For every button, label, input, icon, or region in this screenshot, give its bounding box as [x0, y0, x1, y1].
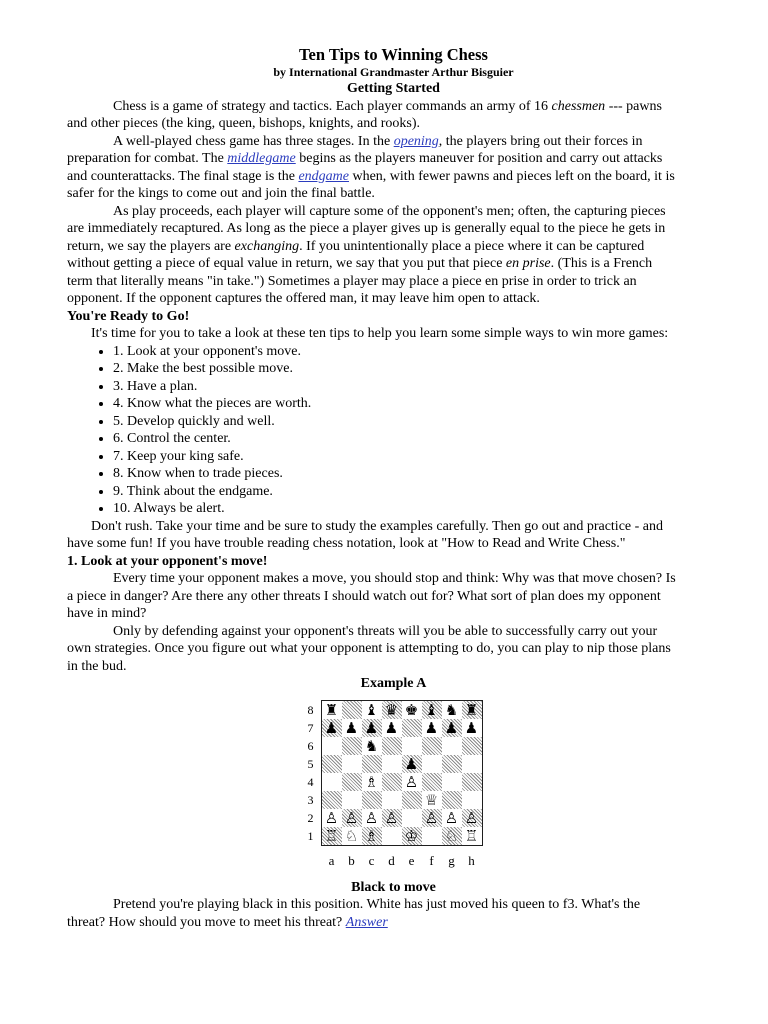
- black-bishop-piece: ♝: [424, 700, 439, 719]
- text-run: begins as the players maneuver for position and carry out attacks: [295, 151, 663, 166]
- tip-item: • 10. Always be alert.: [113, 500, 720, 518]
- section-heading-ready: You're Ready to Go!: [67, 308, 190, 324]
- black-knight-piece: ♞: [364, 736, 379, 755]
- paragraph-line: [67, 325, 720, 343]
- square-f7: [422, 719, 442, 737]
- square-f8: [422, 701, 442, 719]
- text-run: term that literally means "in take.") Sometimes a player may place a piece en prise in order to trick an: [67, 273, 637, 289]
- text-run: , the players bring out their forces in: [438, 133, 643, 149]
- square-g3: [442, 791, 462, 809]
- paragraph-line: [67, 185, 720, 203]
- tip-item: • 2. Make the best possible move.: [113, 360, 720, 378]
- square-f5: [422, 755, 442, 773]
- square-c1: [362, 827, 382, 845]
- tip-item: • 3. Have a plan.: [113, 378, 720, 396]
- paragraph-line: [67, 535, 720, 553]
- paragraph-line: [67, 133, 720, 151]
- section-heading-tip-1: 1. Look at your opponent's move!: [67, 553, 268, 569]
- paragraph-defending: [67, 623, 720, 676]
- text-run: Every time your opponent makes a move, you should stop and think: Why was that move chosen? Is: [113, 571, 676, 586]
- tip-item: • 5. Develop quickly and well.: [113, 413, 720, 431]
- square-a6: [322, 737, 342, 755]
- paragraph-three-stages: [67, 133, 720, 203]
- square-b6: [342, 737, 362, 755]
- square-h2: [462, 809, 482, 827]
- paragraph-line: [67, 255, 720, 273]
- paragraph-line: [67, 623, 720, 641]
- paragraph-line: [67, 290, 720, 308]
- italic-term: exchanging: [234, 238, 300, 254]
- square-c2: [362, 809, 382, 827]
- text-run: A well-played chess game has three stages. In the: [113, 133, 394, 149]
- paragraph-example-question: [67, 896, 720, 931]
- square-c6: [362, 737, 382, 755]
- black-pawn-piece: ♟: [344, 718, 359, 737]
- black-king-piece: ♚: [404, 700, 419, 719]
- square-h6: [462, 737, 482, 755]
- square-g5: [442, 755, 462, 773]
- white-pawn-piece: ♙: [444, 808, 459, 827]
- italic-term: en prise: [505, 256, 551, 271]
- text-run: own strategies. Once you figure out what your opponent is attempting to do, you can play to nip those plans: [67, 641, 671, 656]
- square-a1: [322, 827, 342, 845]
- tip-item: • 6. Control the center.: [113, 430, 720, 448]
- rank-label: 7: [307, 720, 314, 735]
- file-label: d: [388, 852, 395, 868]
- link-answer[interactable]: Answer: [345, 914, 388, 930]
- paragraph-line: [67, 640, 720, 658]
- square-b3: [342, 791, 362, 809]
- text-run: are immediately recaptured. As long as the piece a player gives up is generally equal to the piece he gets in: [67, 221, 666, 236]
- square-e8: [402, 701, 422, 719]
- link-middlegame[interactable]: middlegame: [227, 151, 296, 166]
- text-run: preparation for combat. The: [67, 151, 228, 166]
- square-b1: [342, 827, 362, 845]
- paragraph-opponent-move: [67, 570, 720, 623]
- paragraph-line: [67, 605, 720, 623]
- italic-term: chessmen: [551, 98, 606, 114]
- tip-item: • 8. Know when to trade pieces.: [113, 465, 720, 483]
- square-e1: [402, 827, 422, 845]
- square-b4: [342, 773, 362, 791]
- text-run: Don't rush. Take your time and be sure to study the examples carefully. Then go out and practice - and: [91, 518, 664, 534]
- file-labels: [322, 853, 482, 869]
- text-run: Chess is a game of strategy and tactics. Each player commands an army of 16: [113, 98, 552, 114]
- black-knight-piece: ♞: [444, 700, 459, 719]
- text-run: . (This is a French: [550, 256, 653, 271]
- square-f1: [422, 827, 442, 845]
- paragraph-line: [67, 588, 720, 606]
- square-g1: [442, 827, 462, 845]
- black-pawn-piece: ♟: [464, 718, 479, 737]
- rank-labels: [304, 701, 318, 845]
- text-run: return, we say the players are: [67, 238, 235, 254]
- square-h8: [462, 701, 482, 719]
- paragraph-chess-intro: [67, 98, 720, 133]
- rank-label: 4: [307, 774, 314, 789]
- black-pawn-piece: ♟: [404, 754, 419, 773]
- square-e7: [402, 719, 422, 737]
- black-pawn-piece: ♟: [444, 718, 459, 737]
- rank-label: 6: [307, 738, 314, 753]
- text-run: safer for the kings to come out and join the final battle.: [67, 186, 375, 201]
- tip-item: • 9. Think about the endgame.: [113, 483, 720, 501]
- square-c4: [362, 773, 382, 791]
- paragraph-line: [67, 150, 720, 168]
- link-opening[interactable]: opening: [393, 133, 439, 149]
- text-run: and counterattacks. The final stage is the: [67, 168, 299, 184]
- white-bishop-piece: ♗: [364, 772, 379, 791]
- square-b7: [342, 719, 362, 737]
- square-c5: [362, 755, 382, 773]
- white-knight-piece: ♘: [344, 826, 359, 845]
- file-label: f: [429, 852, 434, 868]
- square-g2: [442, 809, 462, 827]
- square-h4: [462, 773, 482, 791]
- paragraph-line: [67, 273, 720, 291]
- example-caption: Example A: [360, 676, 427, 691]
- text-run: It's time for you to take a look at these ten tips to help you learn some simple ways to win more games:: [91, 326, 669, 341]
- square-g7: [442, 719, 462, 737]
- square-b2: [342, 809, 362, 827]
- square-g4: [442, 773, 462, 791]
- page-title: Ten Tips to Winning Chess: [299, 45, 488, 64]
- rank-label: 1: [307, 828, 314, 843]
- file-label: h: [468, 852, 475, 868]
- white-rook-piece: ♖: [324, 826, 339, 845]
- black-queen-piece: ♛: [384, 700, 399, 719]
- tips-list: [67, 343, 720, 518]
- black-rook-piece: ♜: [324, 700, 339, 719]
- text-run: in the bud.: [67, 658, 127, 674]
- square-a7: [322, 719, 342, 737]
- square-d2: [382, 809, 402, 827]
- white-pawn-piece: ♙: [424, 808, 439, 827]
- square-e4: [402, 773, 422, 791]
- paragraph-line: [67, 115, 720, 133]
- square-d3: [382, 791, 402, 809]
- author-byline: by International Grandmaster Arthur Bisguier: [273, 65, 514, 79]
- text-run: a piece in danger? Are there any other threats I should watch out for? What sort of plan does my opponent: [67, 588, 661, 604]
- black-pawn-piece: ♟: [324, 718, 339, 737]
- paragraph-line: [67, 168, 720, 186]
- square-e6: [402, 737, 422, 755]
- square-b8: [342, 701, 362, 719]
- text-run: without getting a piece of equal value in return, we say that you put that piece: [67, 256, 506, 271]
- white-pawn-piece: ♙: [464, 808, 479, 827]
- text-run: Pretend you're playing black in this position. White has just moved his queen to f3. What's the: [113, 897, 641, 912]
- paragraph-tips-intro: [67, 325, 720, 343]
- white-knight-piece: ♘: [444, 826, 459, 845]
- file-label: b: [348, 852, 355, 868]
- paragraph-line: [67, 203, 720, 221]
- square-b5: [342, 755, 362, 773]
- square-f3: [422, 791, 442, 809]
- paragraph-line: [67, 896, 720, 914]
- text-run: and other pieces (the king, queen, bishops, knights, and rooks).: [67, 116, 421, 131]
- tip-item: • 1. Look at your opponent's move.: [113, 343, 720, 361]
- square-a8: [322, 701, 342, 719]
- black-pawn-piece: ♟: [424, 718, 439, 737]
- square-a5: [322, 755, 342, 773]
- black-rook-piece: ♜: [464, 700, 479, 719]
- square-c8: [362, 701, 382, 719]
- white-pawn-piece: ♙: [384, 808, 399, 827]
- paragraph-line: [67, 570, 720, 588]
- square-h5: [462, 755, 482, 773]
- tip-item: • 7. Keep your king safe.: [113, 448, 720, 466]
- paragraph-line: [67, 658, 720, 676]
- square-d6: [382, 737, 402, 755]
- file-label: c: [368, 852, 375, 868]
- white-pawn-piece: ♙: [404, 772, 419, 791]
- rank-label: 2: [307, 810, 314, 825]
- square-a2: [322, 809, 342, 827]
- text-run: Only by defending against your opponent's threats will you be able to successfully carry out your: [113, 623, 658, 639]
- square-d1: [382, 827, 402, 845]
- rank-label: 3: [307, 792, 314, 807]
- file-label: g: [448, 852, 455, 868]
- white-pawn-piece: ♙: [324, 808, 339, 827]
- white-pawn-piece: ♙: [364, 808, 379, 827]
- square-g8: [442, 701, 462, 719]
- text-run: --- pawns: [605, 98, 662, 114]
- square-d8: [382, 701, 402, 719]
- side-to-move-caption: Black to move: [351, 879, 436, 895]
- square-f2: [422, 809, 442, 827]
- paragraph-dont-rush: [67, 518, 720, 553]
- text-run: As play proceeds, each player will capture some of the opponent's men; often, the capturing pieces: [113, 203, 666, 219]
- file-label: e: [408, 852, 415, 868]
- rank-label: 8: [307, 702, 314, 717]
- white-king-piece: ♔: [404, 826, 419, 845]
- white-queen-piece: ♕: [424, 790, 439, 809]
- white-bishop-piece: ♗: [364, 826, 379, 845]
- square-d7: [382, 719, 402, 737]
- section-heading-getting-started: Getting Started: [347, 81, 440, 96]
- black-pawn-piece: ♟: [364, 718, 379, 737]
- paragraph-line: [67, 220, 720, 238]
- square-e2: [402, 809, 422, 827]
- square-d4: [382, 773, 402, 791]
- article: [67, 46, 720, 931]
- square-h7: [462, 719, 482, 737]
- square-c3: [362, 791, 382, 809]
- chess-diagram: [301, 693, 487, 879]
- chess-board: [321, 700, 483, 846]
- file-label: a: [328, 852, 335, 868]
- tip-item: • 4. Know what the pieces are worth.: [113, 395, 720, 413]
- text-run: when, with fewer pawns and pieces left on the board, it is: [348, 168, 675, 184]
- paragraph-line: [67, 98, 720, 116]
- square-h1: [462, 827, 482, 845]
- paragraph-line: [67, 518, 720, 536]
- black-bishop-piece: ♝: [364, 700, 379, 719]
- square-g6: [442, 737, 462, 755]
- white-pawn-piece: ♙: [344, 808, 359, 827]
- text-run: opponent. If the opponent captures the offered man, it may leave him open to attack.: [67, 291, 540, 306]
- square-a3: [322, 791, 342, 809]
- square-h3: [462, 791, 482, 809]
- paragraph-line: [67, 238, 720, 256]
- square-e5: [402, 755, 422, 773]
- text-run: have in mind?: [67, 606, 147, 621]
- paragraph-line: [67, 914, 720, 932]
- square-d5: [382, 755, 402, 773]
- text-run: threat? How should you move to meet his threat?: [67, 914, 346, 930]
- text-run: . If you unintentionally place a piece where it can be captured: [299, 238, 645, 254]
- link-endgame[interactable]: endgame: [298, 168, 349, 184]
- square-c7: [362, 719, 382, 737]
- black-pawn-piece: ♟: [384, 718, 399, 737]
- text-run: have some fun! If you have trouble reading chess notation, look at "How to Read and Write Chess.": [67, 536, 626, 551]
- square-f6: [422, 737, 442, 755]
- white-rook-piece: ♖: [464, 826, 479, 845]
- square-f4: [422, 773, 442, 791]
- square-a4: [322, 773, 342, 791]
- paragraph-capturing: [67, 203, 720, 308]
- rank-label: 5: [307, 756, 314, 771]
- square-e3: [402, 791, 422, 809]
